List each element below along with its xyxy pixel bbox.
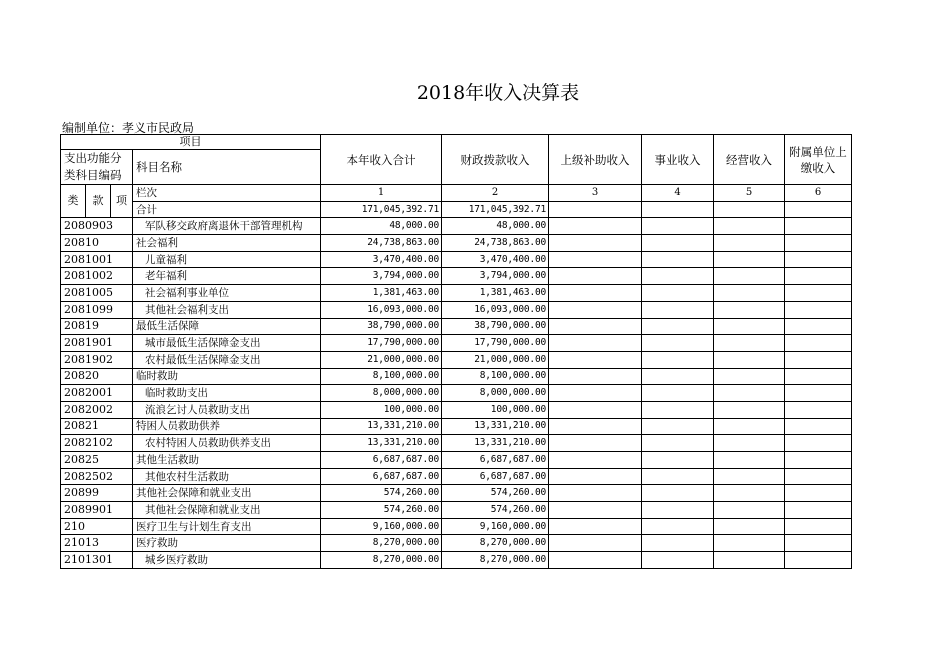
fiscal-cell: 8,000,000.00 [442,385,549,402]
empty-cell [714,285,785,302]
code-cell: 2089901 [61,502,133,519]
total-cell: 574,260.00 [321,502,442,519]
fiscal-cell: 13,331,210.00 [442,418,549,435]
empty-cell [642,418,714,435]
col-header-business: 事业收入 [642,135,714,185]
total-cell: 8,270,000.00 [321,552,442,569]
col-num-5: 5 [714,185,785,202]
table-row [61,502,852,519]
empty-cell [642,318,714,335]
code-cell: 20821 [61,418,133,435]
code-cell: 210 [61,518,133,535]
empty-cell [642,351,714,368]
code-cell: 2082102 [61,435,133,452]
fiscal-cell: 100,000.00 [442,401,549,418]
code-cell: 20899 [61,485,133,502]
empty-cell [785,201,852,218]
empty-cell [714,485,785,502]
empty-cell [549,368,642,385]
name-cell: 临时救助 [133,368,321,385]
empty-cell [642,285,714,302]
total-cell: 574,260.00 [321,485,442,502]
empty-cell [785,368,852,385]
empty-cell [642,468,714,485]
empty-cell [785,251,852,268]
empty-cell [714,518,785,535]
empty-cell [714,318,785,335]
empty-cell [714,368,785,385]
empty-cell [714,235,785,252]
empty-cell [714,301,785,318]
empty-cell [642,301,714,318]
table-row [61,518,852,535]
table-row [61,218,852,235]
empty-cell [549,535,642,552]
fiscal-cell: 3,470,400.00 [442,251,549,268]
col-num-4: 4 [642,185,714,202]
table-row [61,368,852,385]
total-cell: 21,000,000.00 [321,351,442,368]
code-cell: 20825 [61,452,133,469]
empty-cell [549,401,642,418]
fiscal-cell: 9,160,000.00 [442,518,549,535]
col-header-fiscal: 财政拨款收入 [442,135,549,185]
total-cell: 3,794,000.00 [321,268,442,285]
project-header: 项目 [61,135,321,150]
empty-cell [714,218,785,235]
code-cell: 2081005 [61,285,133,302]
empty-cell [785,452,852,469]
fiscal-cell: 8,100,000.00 [442,368,549,385]
empty-cell [642,385,714,402]
total-cell: 48,000.00 [321,218,442,235]
code-cell: 21013 [61,535,133,552]
empty-cell [785,301,852,318]
total-cell: 8,270,000.00 [321,535,442,552]
empty-cell [642,251,714,268]
name-cell: 其他农村生活救助 [133,468,321,485]
name-cell: 儿童福利 [133,251,321,268]
table-row [61,335,852,352]
code-cell: 2080903 [61,218,133,235]
col-num-1: 1 [321,185,442,202]
name-cell: 医疗救助 [133,535,321,552]
empty-cell [714,268,785,285]
empty-cell [714,552,785,569]
code-cell: 2081001 [61,251,133,268]
table-row [61,301,852,318]
code-cell: 2081099 [61,301,133,318]
table-row [61,485,852,502]
empty-cell [785,468,852,485]
empty-cell [549,201,642,218]
code-cell: 2081901 [61,335,133,352]
fiscal-cell: 1,381,463.00 [442,285,549,302]
table-row [61,401,852,418]
empty-cell [549,552,642,569]
table-row [61,552,852,569]
name-cell: 军队移交政府离退休干部管理机构 [133,218,321,235]
col-num-3: 3 [549,185,642,202]
empty-cell [642,235,714,252]
empty-cell [549,235,642,252]
empty-cell [714,435,785,452]
empty-cell [714,452,785,469]
empty-cell [549,435,642,452]
empty-cell [549,485,642,502]
empty-cell [714,351,785,368]
fiscal-cell: 13,331,210.00 [442,435,549,452]
total-row-total: 171,045,392.71 [321,201,442,218]
name-cell: 城乡医疗救助 [133,552,321,569]
empty-cell [785,318,852,335]
empty-cell [714,201,785,218]
table-row [61,318,852,335]
code-cell: 20810 [61,235,133,252]
fiscal-cell: 8,270,000.00 [442,535,549,552]
empty-cell [785,401,852,418]
name-cell: 社会福利事业单位 [133,285,321,302]
total-cell: 13,331,210.00 [321,418,442,435]
name-cell: 老年福利 [133,268,321,285]
name-cell: 医疗卫生与计划生育支出 [133,518,321,535]
col-header-total: 本年收入合计 [321,135,442,185]
name-cell: 最低生活保障 [133,318,321,335]
total-cell: 8,100,000.00 [321,368,442,385]
fiscal-cell: 574,260.00 [442,485,549,502]
empty-cell [642,502,714,519]
code-cell: 2081002 [61,268,133,285]
empty-cell [714,535,785,552]
empty-cell [549,268,642,285]
empty-cell [642,218,714,235]
name-header: 科目名称 [133,150,321,185]
empty-cell [785,218,852,235]
empty-cell [549,218,642,235]
total-cell: 13,331,210.00 [321,435,442,452]
total-cell: 6,687,687.00 [321,468,442,485]
empty-cell [714,502,785,519]
empty-cell [785,335,852,352]
empty-cell [785,351,852,368]
total-cell: 24,738,863.00 [321,235,442,252]
name-cell: 其他社会保障和就业支出 [133,502,321,519]
table-row [61,435,852,452]
empty-cell [714,251,785,268]
empty-cell [785,435,852,452]
empty-cell [714,401,785,418]
total-cell: 1,381,463.00 [321,285,442,302]
empty-cell [549,518,642,535]
total-label: 合计 [133,201,321,218]
empty-cell [785,285,852,302]
empty-cell [642,435,714,452]
name-cell: 社会福利 [133,235,321,252]
col-header-affiliated: 附属单位上缴收入 [785,135,852,185]
empty-cell [785,385,852,402]
empty-cell [642,268,714,285]
code-cell: 2101301 [61,552,133,569]
empty-cell [642,452,714,469]
empty-cell [549,251,642,268]
total-cell: 100,000.00 [321,401,442,418]
table-row [61,285,852,302]
empty-cell [549,452,642,469]
empty-cell [642,368,714,385]
code-cell: 20819 [61,318,133,335]
name-cell: 其他社会福利支出 [133,301,321,318]
empty-cell [549,351,642,368]
empty-cell [549,502,642,519]
page-title: 2018年收入决算表 [416,82,580,104]
total-cell: 38,790,000.00 [321,318,442,335]
fiscal-cell: 48,000.00 [442,218,549,235]
empty-cell [549,318,642,335]
name-cell: 城市最低生活保障金支出 [133,335,321,352]
table-row [61,452,852,469]
fiscal-cell: 574,260.00 [442,502,549,519]
empty-cell [714,385,785,402]
name-cell: 特困人员救助供养 [133,418,321,435]
table-row [61,468,852,485]
code-cell: 2082001 [61,385,133,402]
fiscal-cell: 8,270,000.00 [442,552,549,569]
empty-cell [785,235,852,252]
total-cell: 8,000,000.00 [321,385,442,402]
total-row-fiscal: 171,045,392.71 [442,201,549,218]
name-cell: 农村最低生活保障金支出 [133,351,321,368]
empty-cell [549,285,642,302]
empty-cell [549,335,642,352]
empty-cell [785,502,852,519]
total-cell: 6,687,687.00 [321,452,442,469]
col-num-6: 6 [785,185,852,202]
total-cell: 16,093,000.00 [321,301,442,318]
name-cell: 其他生活救助 [133,452,321,469]
empty-cell [642,335,714,352]
code-cell: 2082502 [61,468,133,485]
total-cell: 3,470,400.00 [321,251,442,268]
fiscal-cell: 24,738,863.00 [442,235,549,252]
code-header: 支出功能分类科目编码 [61,150,133,185]
empty-cell [549,418,642,435]
empty-cell [785,552,852,569]
col-header-superior: 上级补助收入 [549,135,642,185]
empty-cell [785,418,852,435]
table-row [61,351,852,368]
table-row [61,385,852,402]
empty-cell [549,385,642,402]
total-cell: 9,160,000.00 [321,518,442,535]
empty-cell [714,468,785,485]
empty-cell [642,401,714,418]
code-cell: 20820 [61,368,133,385]
empty-cell [642,552,714,569]
col-num-2: 2 [442,185,549,202]
empty-cell [785,535,852,552]
empty-cell [714,335,785,352]
empty-cell [549,468,642,485]
name-cell: 临时救助支出 [133,385,321,402]
total-cell: 17,790,000.00 [321,335,442,352]
table-row [61,235,852,252]
lanci-label: 栏次 [133,185,321,202]
name-cell: 其他社会保障和就业支出 [133,485,321,502]
compiling-unit: 编制单位：孝义市民政局 [62,121,195,135]
table-row [61,251,852,268]
income-table [60,134,852,569]
table-row [61,418,852,435]
fiscal-cell: 21,000,000.00 [442,351,549,368]
xiang-header: 项 [111,185,133,218]
lei-header: 类 [61,185,86,218]
name-cell: 流浪乞讨人员救助支出 [133,401,321,418]
empty-cell [549,301,642,318]
fiscal-cell: 17,790,000.00 [442,335,549,352]
empty-cell [785,518,852,535]
name-cell: 农村特困人员救助供养支出 [133,435,321,452]
empty-cell [785,485,852,502]
col-header-operating: 经营收入 [714,135,785,185]
fiscal-cell: 6,687,687.00 [442,452,549,469]
fiscal-cell: 16,093,000.00 [442,301,549,318]
empty-cell [714,418,785,435]
table-row [61,268,852,285]
kuan-header: 款 [86,185,111,218]
empty-cell [785,268,852,285]
empty-cell [642,518,714,535]
empty-cell [642,535,714,552]
table-row [61,535,852,552]
fiscal-cell: 3,794,000.00 [442,268,549,285]
empty-cell [642,485,714,502]
fiscal-cell: 6,687,687.00 [442,468,549,485]
empty-cell [642,201,714,218]
code-cell: 2082002 [61,401,133,418]
code-cell: 2081902 [61,351,133,368]
fiscal-cell: 38,790,000.00 [442,318,549,335]
